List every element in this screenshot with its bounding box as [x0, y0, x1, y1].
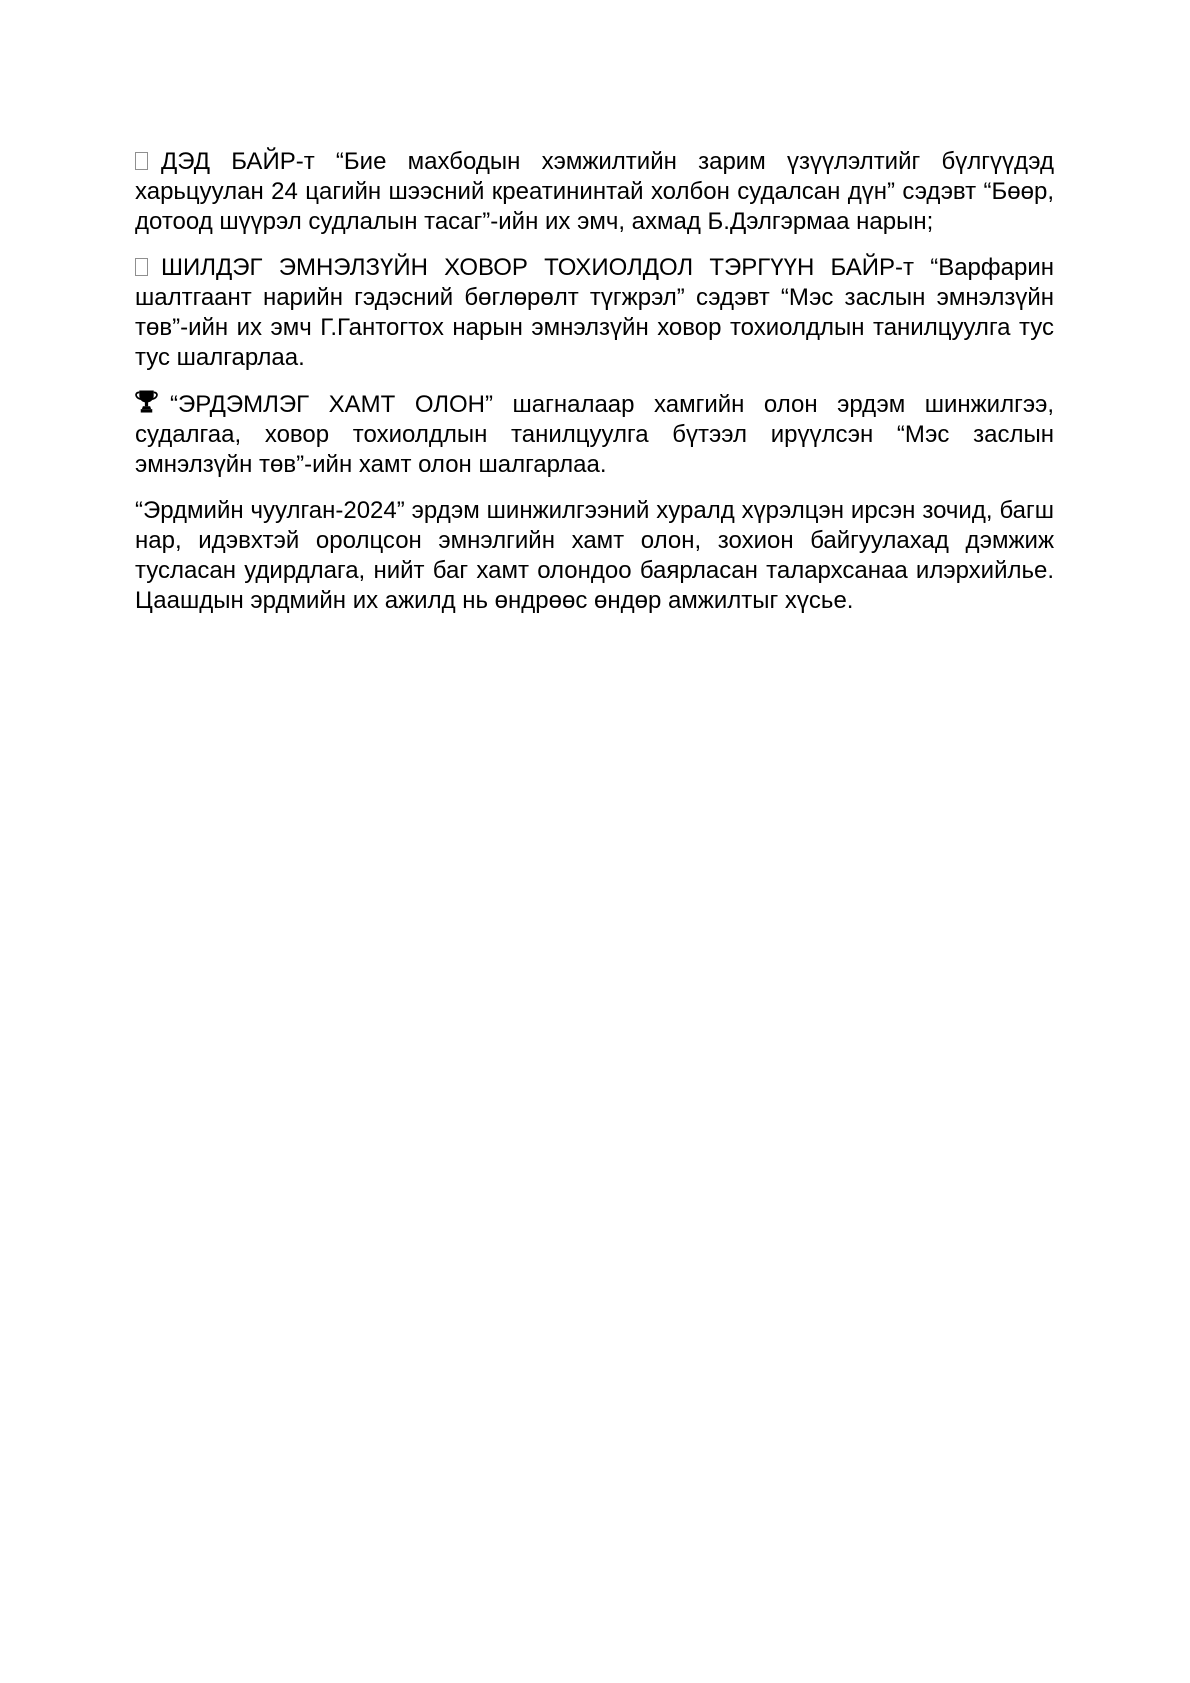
paragraph-text: ШИЛДЭГ ЭМНЭЛЗҮЙН ХОВОР ТОХИОЛДОЛ ТЭРГҮҮН БАЙР-т “Варфарин шалтгаант нарийн гэдэсний бөглөрөлт түгжрэл” сэдэвт “Мэс заслын эмнэлзүйн төв”-ийн их эмч Г.Гантогтох нарын эмнэлзүйн ховор тохиолдлын танилцуулга тус тус шалгарлаа.: [135, 254, 1054, 371]
trophy-icon: [135, 389, 158, 414]
missing-glyph-box-icon: [135, 258, 148, 276]
paragraph-second-place: [135, 147, 1054, 237]
paragraph-closing-thanks: [135, 496, 1054, 616]
paragraph-text: “Эрдмийн чуулган-2024” эрдэм шинжилгээний хуралд хүрэлцэн ирсэн зочид, багш нар, идэвхтэй оролцсон эмнэлгийн хамт олон, зохион байгуулахад дэмжиж тусласан удирдлага, нийт баг хамт олондоо баярласан талархсанаа илэрхийлье. Цаашдын эрдмийн их ажилд нь өндрөөс өндөр амжилтыг хүсье.: [135, 497, 1054, 614]
paragraph-best-clinical-case: [135, 253, 1054, 373]
paragraph-text: ДЭД БАЙР-т “Бие махбодын хэмжилтийн зарим үзүүлэлтийг бүлгүүдэд харьцуулан 24 цагийн шээсний креатининтай холбон судалсан дүн” сэдэвт “Бөөр, дотоод шүүрэл судлалын тасаг”-ийн их эмч, ахмад Б.Дэлгэрмаа нарын;: [135, 148, 1054, 235]
missing-glyph-box-icon: [135, 152, 148, 170]
paragraph-scholarly-team-award: [135, 389, 1054, 480]
document-body: [135, 147, 1054, 632]
paragraph-text: “ЭРДЭМЛЭГ ХАМТ ОЛОН” шагналаар хамгийн олон эрдэм шинжилгээ, судалгаа, ховор тохиолдлын танилцуулга бүтээл ирүүлсэн “Мэс заслын эмнэлзүйн төв”-ийн хамт олон шалгарлаа.: [135, 391, 1054, 478]
